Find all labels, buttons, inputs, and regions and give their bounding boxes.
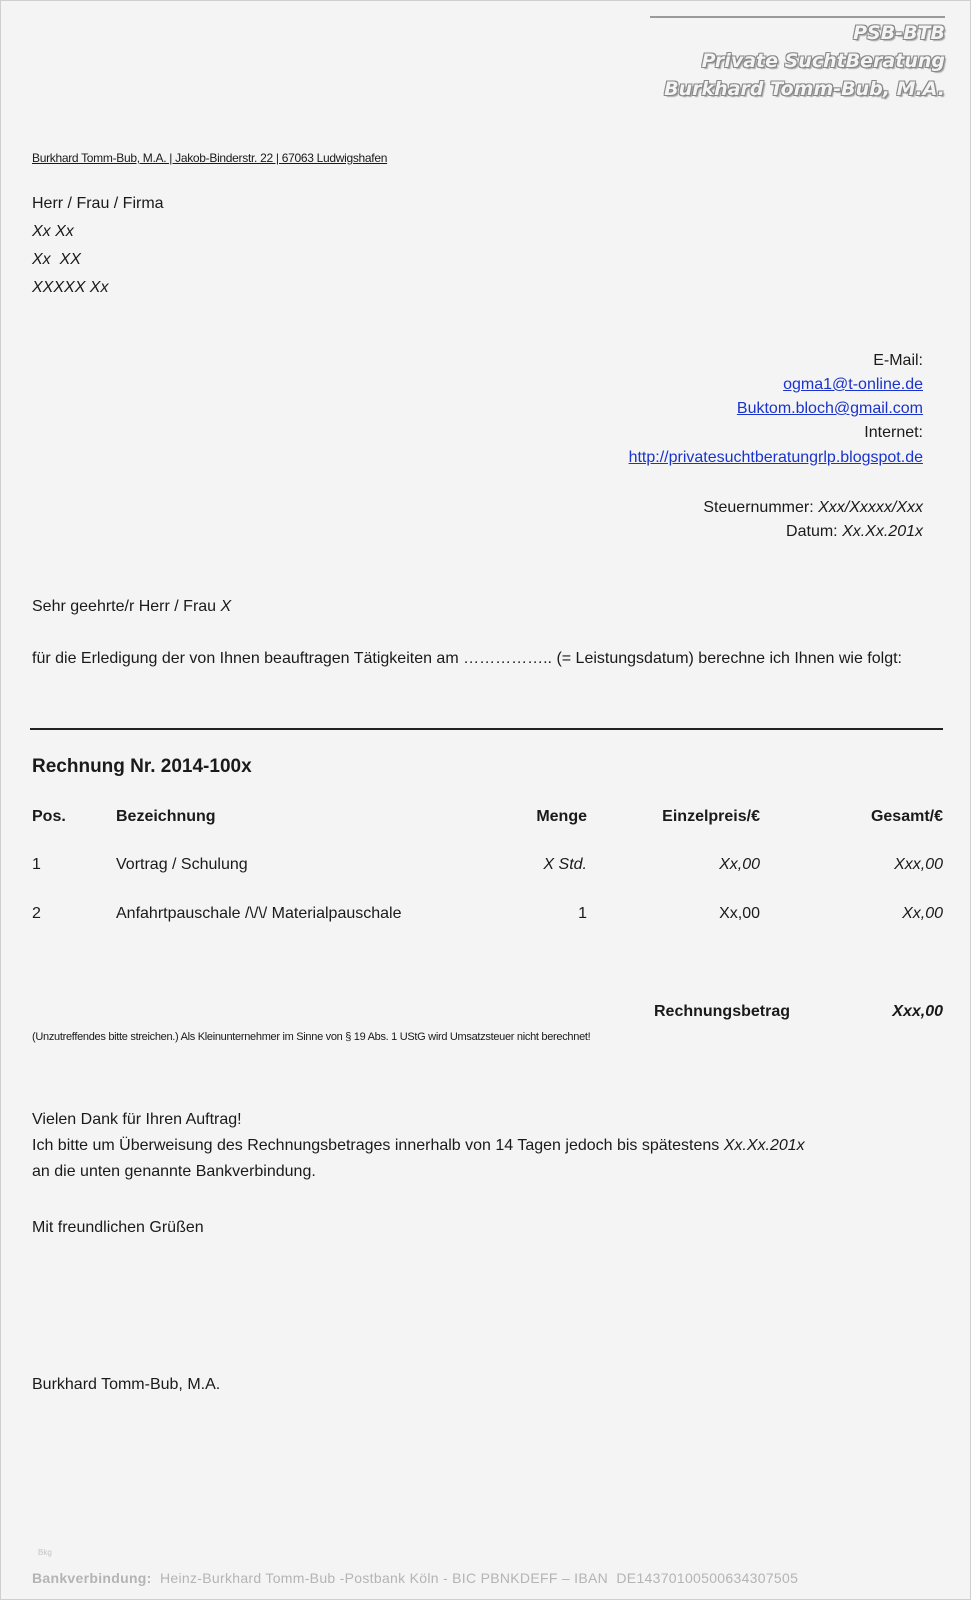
invoice-title: Rechnung Nr. 2014-100x bbox=[32, 756, 252, 777]
recipient-salutation: Herr / Frau / Firma bbox=[32, 195, 164, 212]
greeting-text: Sehr geehrte/r Herr / Frau bbox=[32, 598, 221, 615]
tax-number bbox=[703, 499, 923, 517]
header-description: Bezeichnung bbox=[116, 808, 216, 825]
divider bbox=[30, 728, 943, 730]
row-total: Xx,00 bbox=[902, 905, 943, 922]
greeting bbox=[32, 598, 231, 616]
tax-note: (Unzutreffendes bitte streichen.) Als Kleinunternehmer im Sinne von § 19 Abs. 1 UStG wird Umsatzsteuer nicht berechnet! bbox=[32, 1031, 591, 1043]
date-label: Datum: bbox=[786, 523, 843, 540]
header-pos: Pos. bbox=[32, 808, 66, 825]
row-total: Xxx,00 bbox=[894, 856, 943, 873]
payment-request: Ich bitte um Überweisung des Rechnungsbetrages innerhalb von 14 Tagen jedoch bis spätestens bbox=[32, 1137, 724, 1154]
header-total: Gesamt/€ bbox=[870, 808, 943, 825]
regards: Mit freundlichen Grüßen bbox=[32, 1219, 204, 1236]
intro-text: für die Erledigung der von Ihnen beauftragen Tätigkeiten am …………….. (= Leistungsdatum) berechne ich Ihnen wie folgt: bbox=[32, 650, 902, 667]
signature-name: Burkhard Tomm-Bub, M.A. bbox=[32, 1376, 221, 1393]
date bbox=[786, 523, 923, 541]
row-quantity: 1 bbox=[578, 905, 587, 922]
row-unit-price: Xx,00 bbox=[719, 856, 760, 873]
payment-text-2: an die unten genannte Bankverbindung. bbox=[32, 1163, 316, 1180]
email-link-1[interactable]: ogma1@t-online.de bbox=[783, 376, 923, 393]
date-value: Xx.Xx.201x bbox=[842, 523, 923, 540]
row-description: Vortrag / Schulung bbox=[116, 856, 248, 873]
greeting-name: X bbox=[220, 598, 232, 615]
recipient-street: Xx XX bbox=[32, 251, 81, 268]
recipient-name: Xx Xx bbox=[32, 223, 74, 240]
email-label: E-Mail: bbox=[873, 352, 923, 369]
payment-text bbox=[32, 1137, 805, 1155]
website-link[interactable]: http://privatesuchtberatungrlp.blogspot.de bbox=[628, 449, 923, 466]
logo-line-1: PSB-BTB bbox=[853, 22, 945, 44]
row-unit-price: Xx,00 bbox=[719, 905, 760, 922]
recipient-city: XXXXX Xx bbox=[32, 279, 109, 296]
row-pos: 2 bbox=[32, 905, 41, 922]
bank-text: Heinz-Burkhard Tomm-Bub -Postbank Köln - BIC PBNKDEFF – IBAN DE14370100500634307505 bbox=[160, 1570, 799, 1586]
total-value: Xxx,00 bbox=[892, 1003, 943, 1020]
header-quantity: Menge bbox=[536, 808, 587, 825]
header-unit-price: Einzelpreis/€ bbox=[662, 808, 760, 825]
bank-label: Bankverbindung: bbox=[32, 1570, 152, 1586]
logo-line-3: Burkhard Tomm-Bub, M.A. bbox=[664, 78, 945, 100]
tax-value: Xxx/Xxxxx/Xxx bbox=[818, 499, 923, 516]
total-label: Rechnungsbetrag bbox=[653, 1003, 790, 1020]
payment-date: Xx.Xx.201x bbox=[723, 1137, 805, 1154]
row-quantity: X Std. bbox=[543, 856, 587, 873]
email-link-2[interactable]: Buktom.bloch@gmail.com bbox=[736, 400, 923, 417]
thanks-text: Vielen Dank für Ihren Auftrag! bbox=[32, 1111, 242, 1128]
footer-tiny-label: Bkg bbox=[38, 1548, 52, 1557]
tax-label: Steuernummer: bbox=[703, 499, 819, 516]
row-pos: 1 bbox=[32, 856, 41, 873]
internet-label: Internet: bbox=[864, 424, 923, 441]
sender-address-line: Burkhard Tomm-Bub, M.A. | Jakob-Binderstr. 22 | 67063 Ludwigshafen bbox=[32, 151, 388, 165]
logo-divider bbox=[650, 16, 945, 18]
logo-line-2: Private SuchtBeratung bbox=[701, 50, 945, 72]
bank-details bbox=[32, 1570, 798, 1586]
row-description: Anfahrtpauschale /\/\/ Materialpauschale bbox=[116, 905, 402, 922]
